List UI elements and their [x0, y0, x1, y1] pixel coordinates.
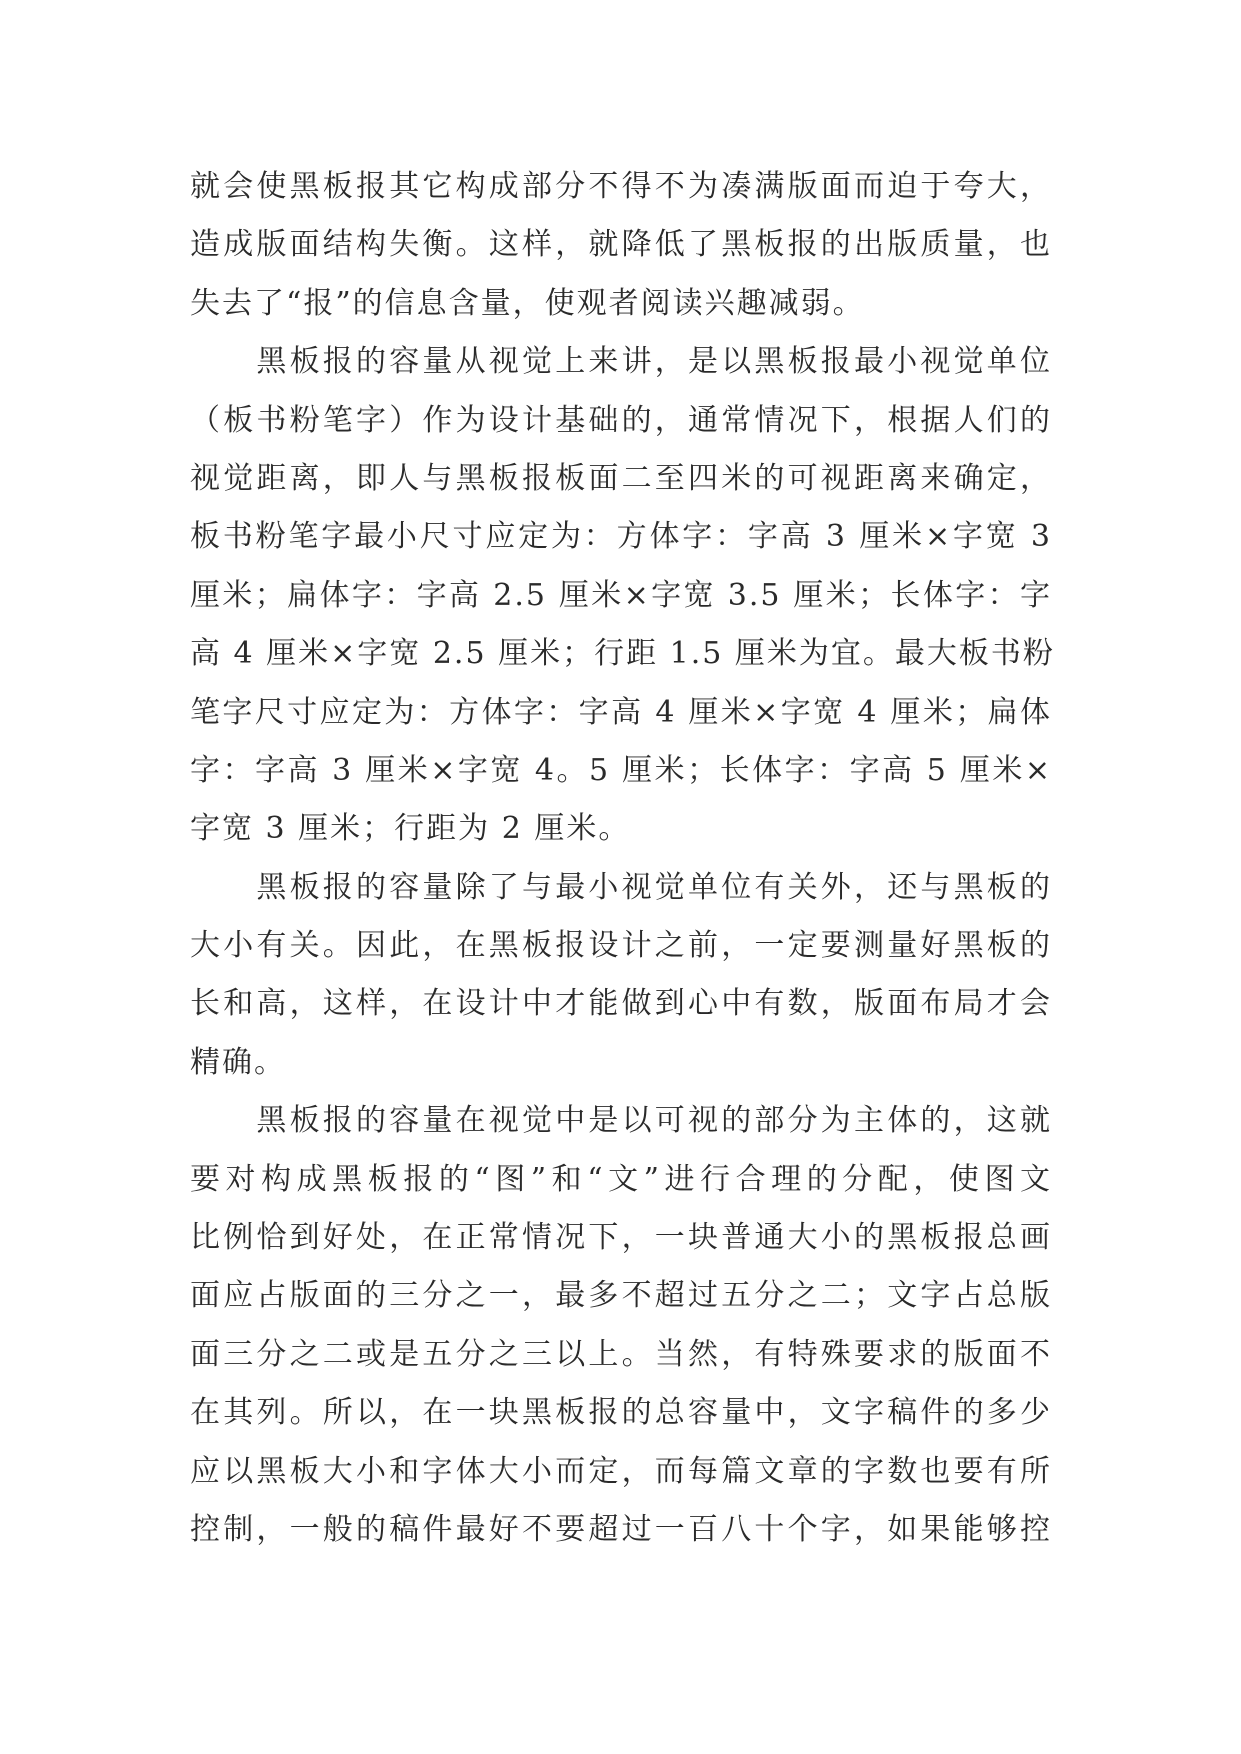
text-line: 视觉距离，即人与黑板报板面二至四米的可视距离来确定， — [190, 460, 1052, 496]
text-line: 长和高，这样，在设计中才能做到心中有数，版面布局才会 — [190, 986, 1052, 1022]
text-line: 黑板报的容量在视觉中是以可视的部分为主体的，这就 — [190, 1103, 1052, 1139]
text-line: 高 4 厘米×字宽 2.5 厘米；行距 1.5 厘米为宜。最大板书粉 — [190, 636, 1055, 672]
text-line: 字宽 3 厘米；行距为 2 厘米。 — [190, 811, 631, 847]
text-line: 面三分之二或是五分之三以上。当然，有特殊要求的版面不 — [190, 1336, 1052, 1372]
text-line: 厘米；扁体字：字高 2.5 厘米×字宽 3.5 厘米；长体字：字 — [190, 577, 1052, 613]
text-line: 失去了“报”的信息含量，使观者阅读兴趣减弱。 — [190, 285, 865, 321]
text-line: （板书粉笔字）作为设计基础的，通常情况下，根据人们的 — [190, 402, 1052, 438]
text-line: 黑板报的容量从视觉上来讲，是以黑板报最小视觉单位 — [190, 344, 1052, 380]
text-line: 要对构成黑板报的“图”和“文”进行合理的分配，使图文 — [190, 1161, 1052, 1197]
text-line: 控制，一般的稿件最好不要超过一百八十个字，如果能够控 — [190, 1511, 1052, 1547]
text-line: 在其列。所以，在一块黑板报的总容量中，文字稿件的多少 — [190, 1395, 1052, 1431]
text-line: 应以黑板大小和字体大小而定，而每篇文章的字数也要有所 — [190, 1453, 1052, 1489]
body-text — [190, 158, 1055, 1559]
text-line: 面应占版面的三分之一，最多不超过五分之二；文字占总版 — [190, 1278, 1052, 1314]
text-line: 板书粉笔字最小尺寸应定为：方体字：字高 3 厘米×字宽 3 — [190, 519, 1052, 555]
text-line: 比例恰到好处，在正常情况下，一块普通大小的黑板报总画 — [190, 1220, 1052, 1256]
text-line: 就会使黑板报其它构成部分不得不为凑满版面而迫于夸大， — [190, 169, 1052, 204]
paragraph-3 — [190, 859, 1052, 1093]
text-line: 造成版面结构失衡。这样，就降低了黑板报的出版质量，也 — [190, 227, 1052, 263]
text-line: 笔字尺寸应定为：方体字：字高 4 厘米×字宽 4 厘米；扁体 — [190, 694, 1052, 730]
text-line: 黑板报的容量除了与最小视觉单位有关外，还与黑板的 — [190, 869, 1052, 905]
text-line: 字：字高 3 厘米×字宽 4。5 厘米；长体字：字高 5 厘米× — [190, 752, 1052, 788]
paragraph-1 — [190, 158, 1052, 333]
text-line: 大小有关。因此，在黑板报设计之前，一定要测量好黑板的 — [190, 928, 1052, 964]
paragraph-2 — [190, 333, 1055, 859]
paragraph-4 — [190, 1092, 1052, 1559]
text-line: 精确。 — [190, 1044, 286, 1080]
